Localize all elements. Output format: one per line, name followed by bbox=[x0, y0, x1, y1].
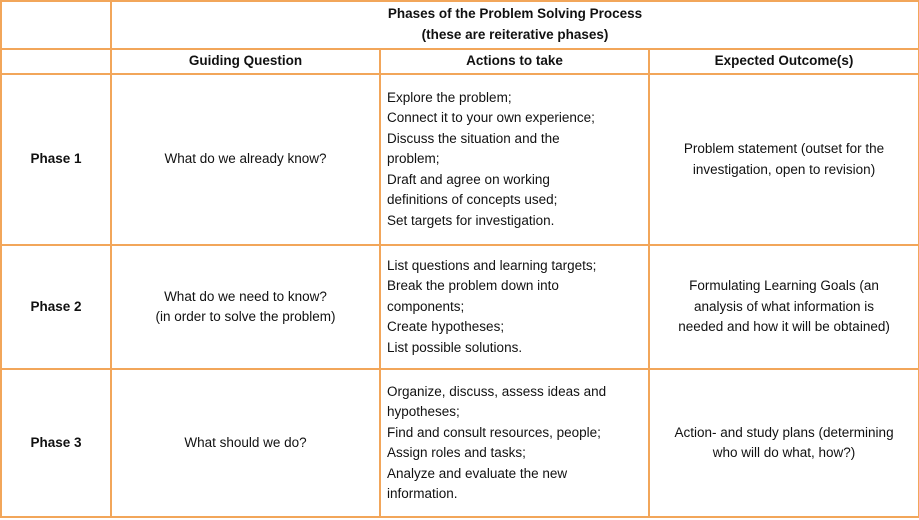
action-line: Organize, discuss, assess ideas and bbox=[387, 383, 607, 399]
outcome-line: Action- and study plans (determining bbox=[674, 424, 894, 440]
action-line: Explore the problem; bbox=[387, 89, 512, 105]
action-line: hypotheses; bbox=[387, 404, 460, 420]
question-line: What do we need to know? bbox=[164, 288, 327, 304]
title-line-2: (these are reiterative phases) bbox=[421, 26, 609, 42]
guiding-question-cell bbox=[111, 245, 380, 369]
action-line: Discuss the situation and the bbox=[387, 130, 560, 146]
phase-label: Phase 1 bbox=[1, 74, 111, 245]
action-line: Assign roles and tasks; bbox=[387, 445, 526, 461]
guiding-question-cell bbox=[111, 74, 380, 245]
phase-label: Phase 2 bbox=[1, 245, 111, 369]
action-line: List possible solutions. bbox=[387, 339, 523, 355]
actions-cell bbox=[380, 245, 649, 369]
phase-label: Phase 3 bbox=[1, 369, 111, 517]
title-line-1: Phases of the Problem Solving Process bbox=[387, 6, 643, 22]
title-row bbox=[1, 1, 919, 49]
table-title bbox=[111, 1, 919, 49]
table-row bbox=[1, 245, 919, 369]
action-line: List questions and learning targets; bbox=[387, 257, 597, 273]
header-actions: Actions to take bbox=[380, 49, 649, 75]
action-line: Break the problem down into bbox=[387, 278, 559, 294]
action-line: Analyze and evaluate the new bbox=[387, 465, 568, 481]
action-line: Draft and agree on working bbox=[387, 171, 550, 187]
actions-cell bbox=[380, 74, 649, 245]
action-line: definitions of concepts used; bbox=[387, 192, 558, 208]
table-row bbox=[1, 369, 919, 517]
header-row bbox=[1, 49, 919, 75]
outcome-cell bbox=[649, 74, 919, 245]
question-line: What should we do? bbox=[184, 434, 307, 450]
outcome-line: Problem statement (outset for the bbox=[683, 141, 885, 157]
actions-cell bbox=[380, 369, 649, 517]
action-line: Create hypotheses; bbox=[387, 319, 505, 335]
action-line: Connect it to your own experience; bbox=[387, 110, 595, 126]
outcome-line: analysis of what information is bbox=[693, 298, 875, 314]
outcome-line: Formulating Learning Goals (an bbox=[689, 278, 879, 294]
outcome-cell bbox=[649, 245, 919, 369]
outcome-line: needed and how it will be obtained) bbox=[678, 319, 890, 335]
action-line: information. bbox=[387, 486, 458, 502]
corner-cell bbox=[1, 1, 111, 49]
outcome-line: investigation, open to revision) bbox=[692, 161, 876, 177]
header-corner-cell bbox=[1, 49, 111, 75]
outcome-cell bbox=[649, 369, 919, 517]
question-line: What do we already know? bbox=[164, 151, 327, 167]
action-line: Set targets for investigation. bbox=[387, 212, 555, 228]
header-guiding-question: Guiding Question bbox=[111, 49, 380, 75]
action-line: Find and consult resources, people; bbox=[387, 424, 601, 440]
header-outcome: Expected Outcome(s) bbox=[649, 49, 919, 75]
action-line: problem; bbox=[387, 151, 440, 167]
outcome-line: who will do what, how?) bbox=[712, 445, 856, 461]
table-row bbox=[1, 74, 919, 245]
question-line: (in order to solve the problem) bbox=[155, 309, 336, 325]
guiding-question-cell bbox=[111, 369, 380, 517]
action-line: components; bbox=[387, 298, 465, 314]
